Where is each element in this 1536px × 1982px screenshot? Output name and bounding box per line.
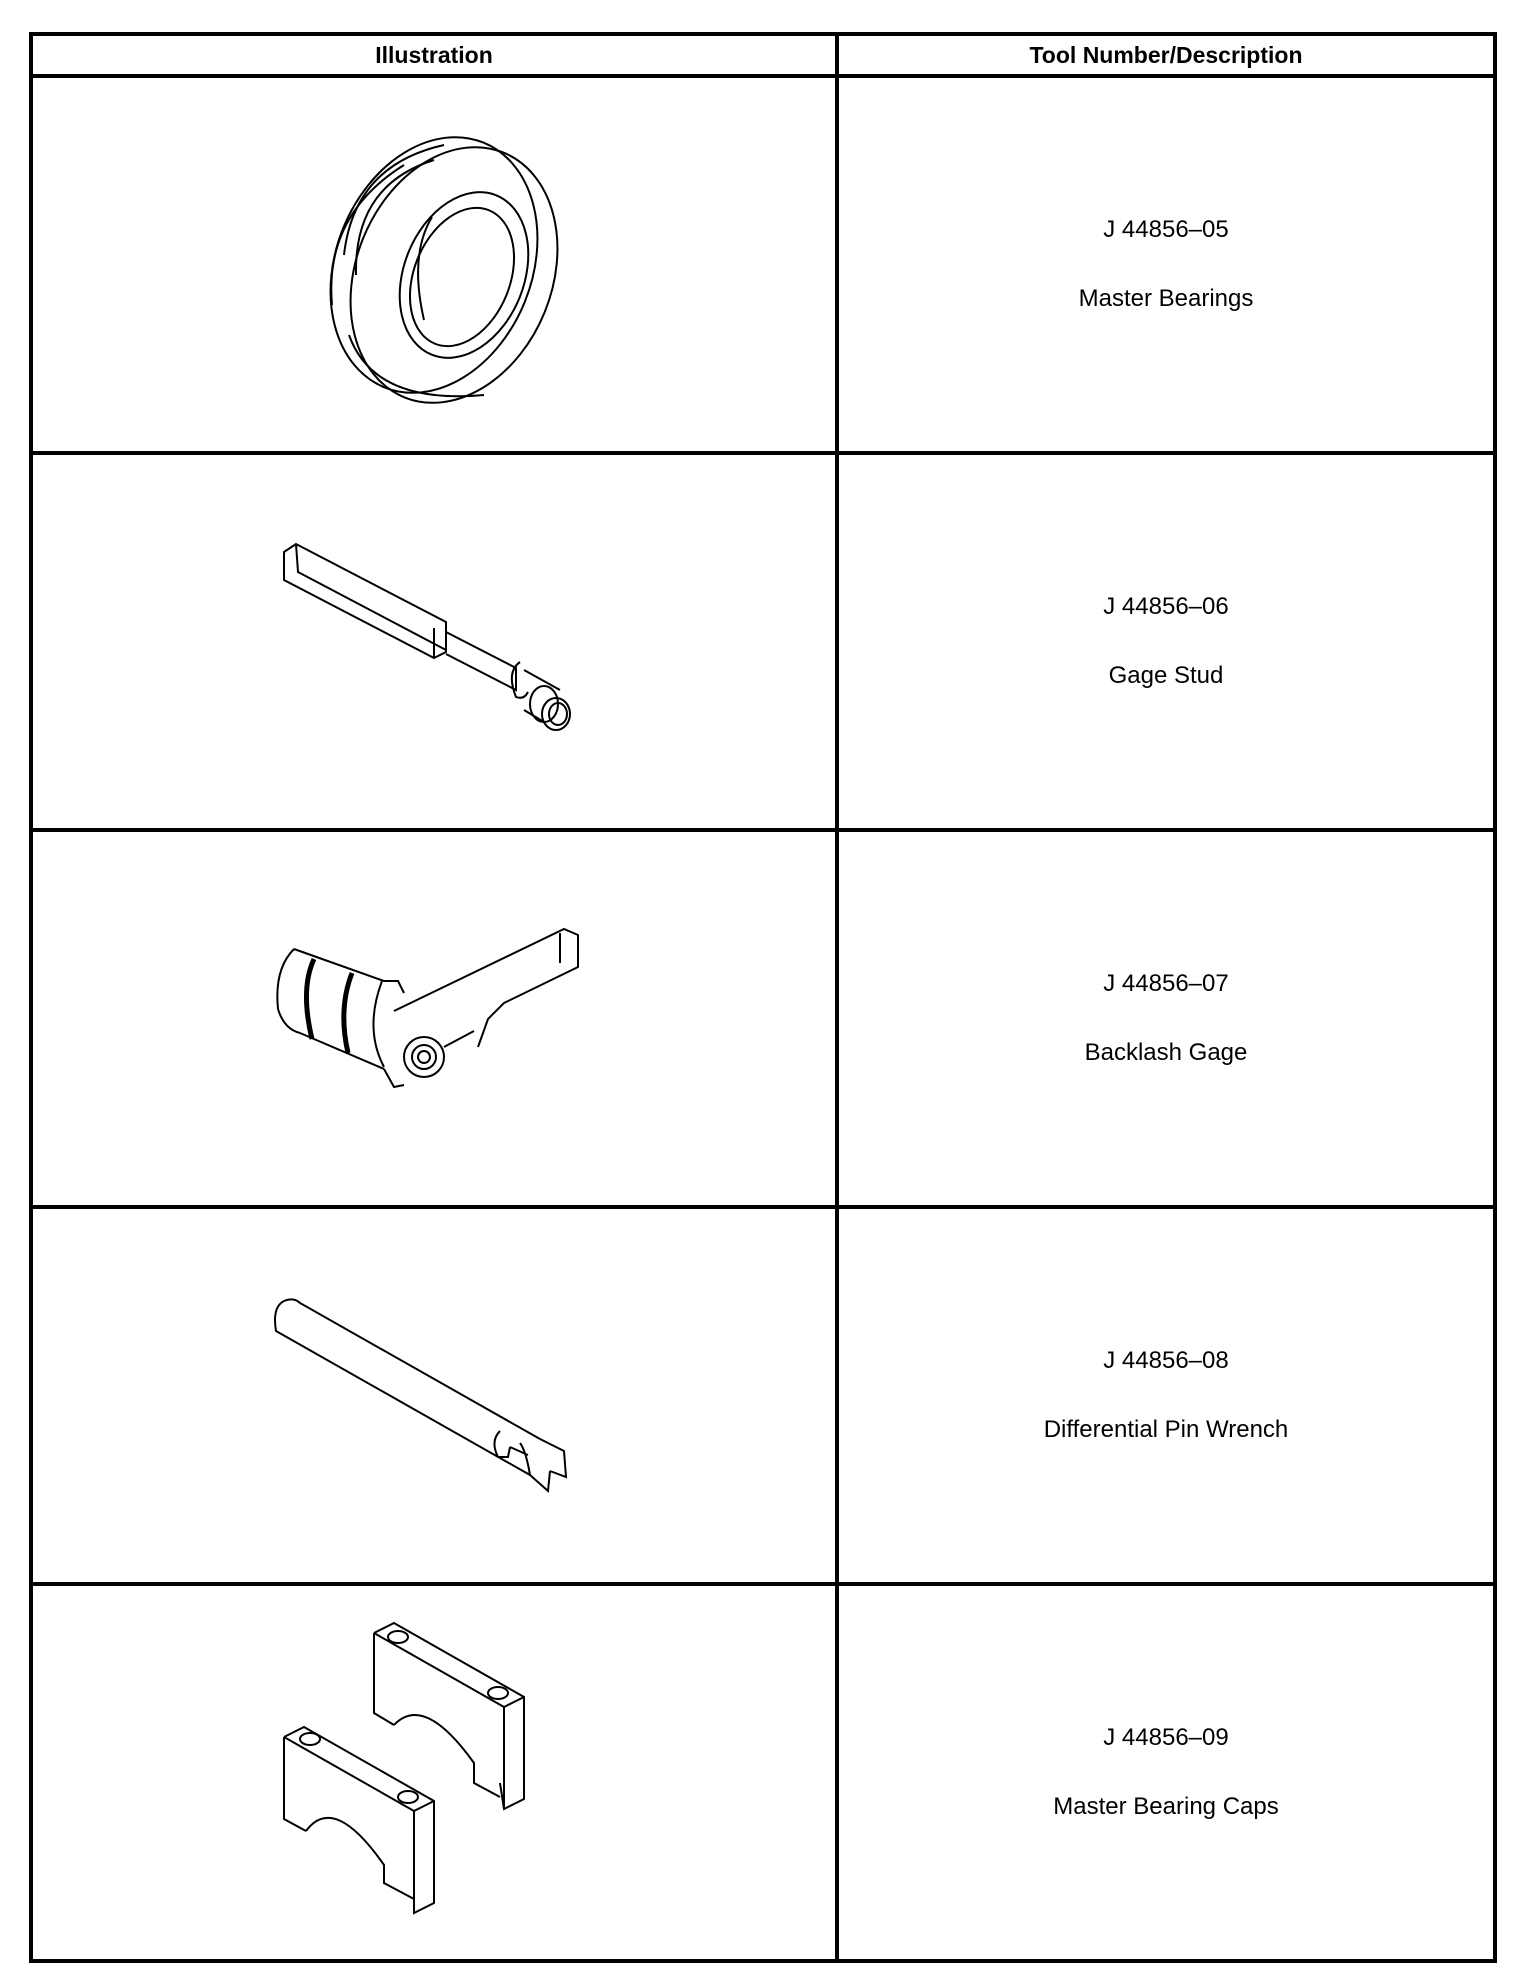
table-row xyxy=(31,1584,1495,1961)
illustration-cell xyxy=(31,453,837,830)
tool-number: J 44856–07 xyxy=(1103,969,1229,997)
tool-description: Master Bearings xyxy=(1078,284,1254,312)
description-cell xyxy=(837,1584,1495,1961)
gage-stud-icon xyxy=(274,532,594,752)
tool-description: Master Bearing Caps xyxy=(1053,1792,1279,1820)
master-bearings-icon xyxy=(284,105,584,425)
tool-table xyxy=(29,32,1497,1963)
header-row xyxy=(31,34,1495,76)
description-cell xyxy=(837,830,1495,1207)
tool-description: Backlash Gage xyxy=(1084,1038,1248,1066)
description-cell xyxy=(837,1207,1495,1584)
table-row xyxy=(31,1207,1495,1584)
bearing-caps-icon xyxy=(274,1613,594,1933)
pin-wrench-icon xyxy=(264,1281,604,1511)
table-row xyxy=(31,76,1495,453)
illustration-cell xyxy=(31,1584,837,1961)
table-row xyxy=(31,453,1495,830)
illustration-cell xyxy=(31,830,837,1207)
tool-description: Differential Pin Wrench xyxy=(1043,1415,1289,1443)
tool-number: J 44856–08 xyxy=(1103,1346,1229,1374)
illustration-cell xyxy=(31,76,837,453)
tool-description: Gage Stud xyxy=(1108,661,1224,689)
header-tool-description: Tool Number/Description xyxy=(837,34,1495,76)
table-row xyxy=(31,830,1495,1207)
description-cell xyxy=(837,76,1495,453)
tool-number: J 44856–05 xyxy=(1103,215,1229,243)
backlash-gage-icon xyxy=(264,919,604,1119)
illustration-cell xyxy=(31,1207,837,1584)
description-cell xyxy=(837,453,1495,830)
header-illustration: Illustration xyxy=(31,34,837,76)
tool-number: J 44856–06 xyxy=(1103,592,1229,620)
tool-number: J 44856–09 xyxy=(1103,1723,1229,1751)
